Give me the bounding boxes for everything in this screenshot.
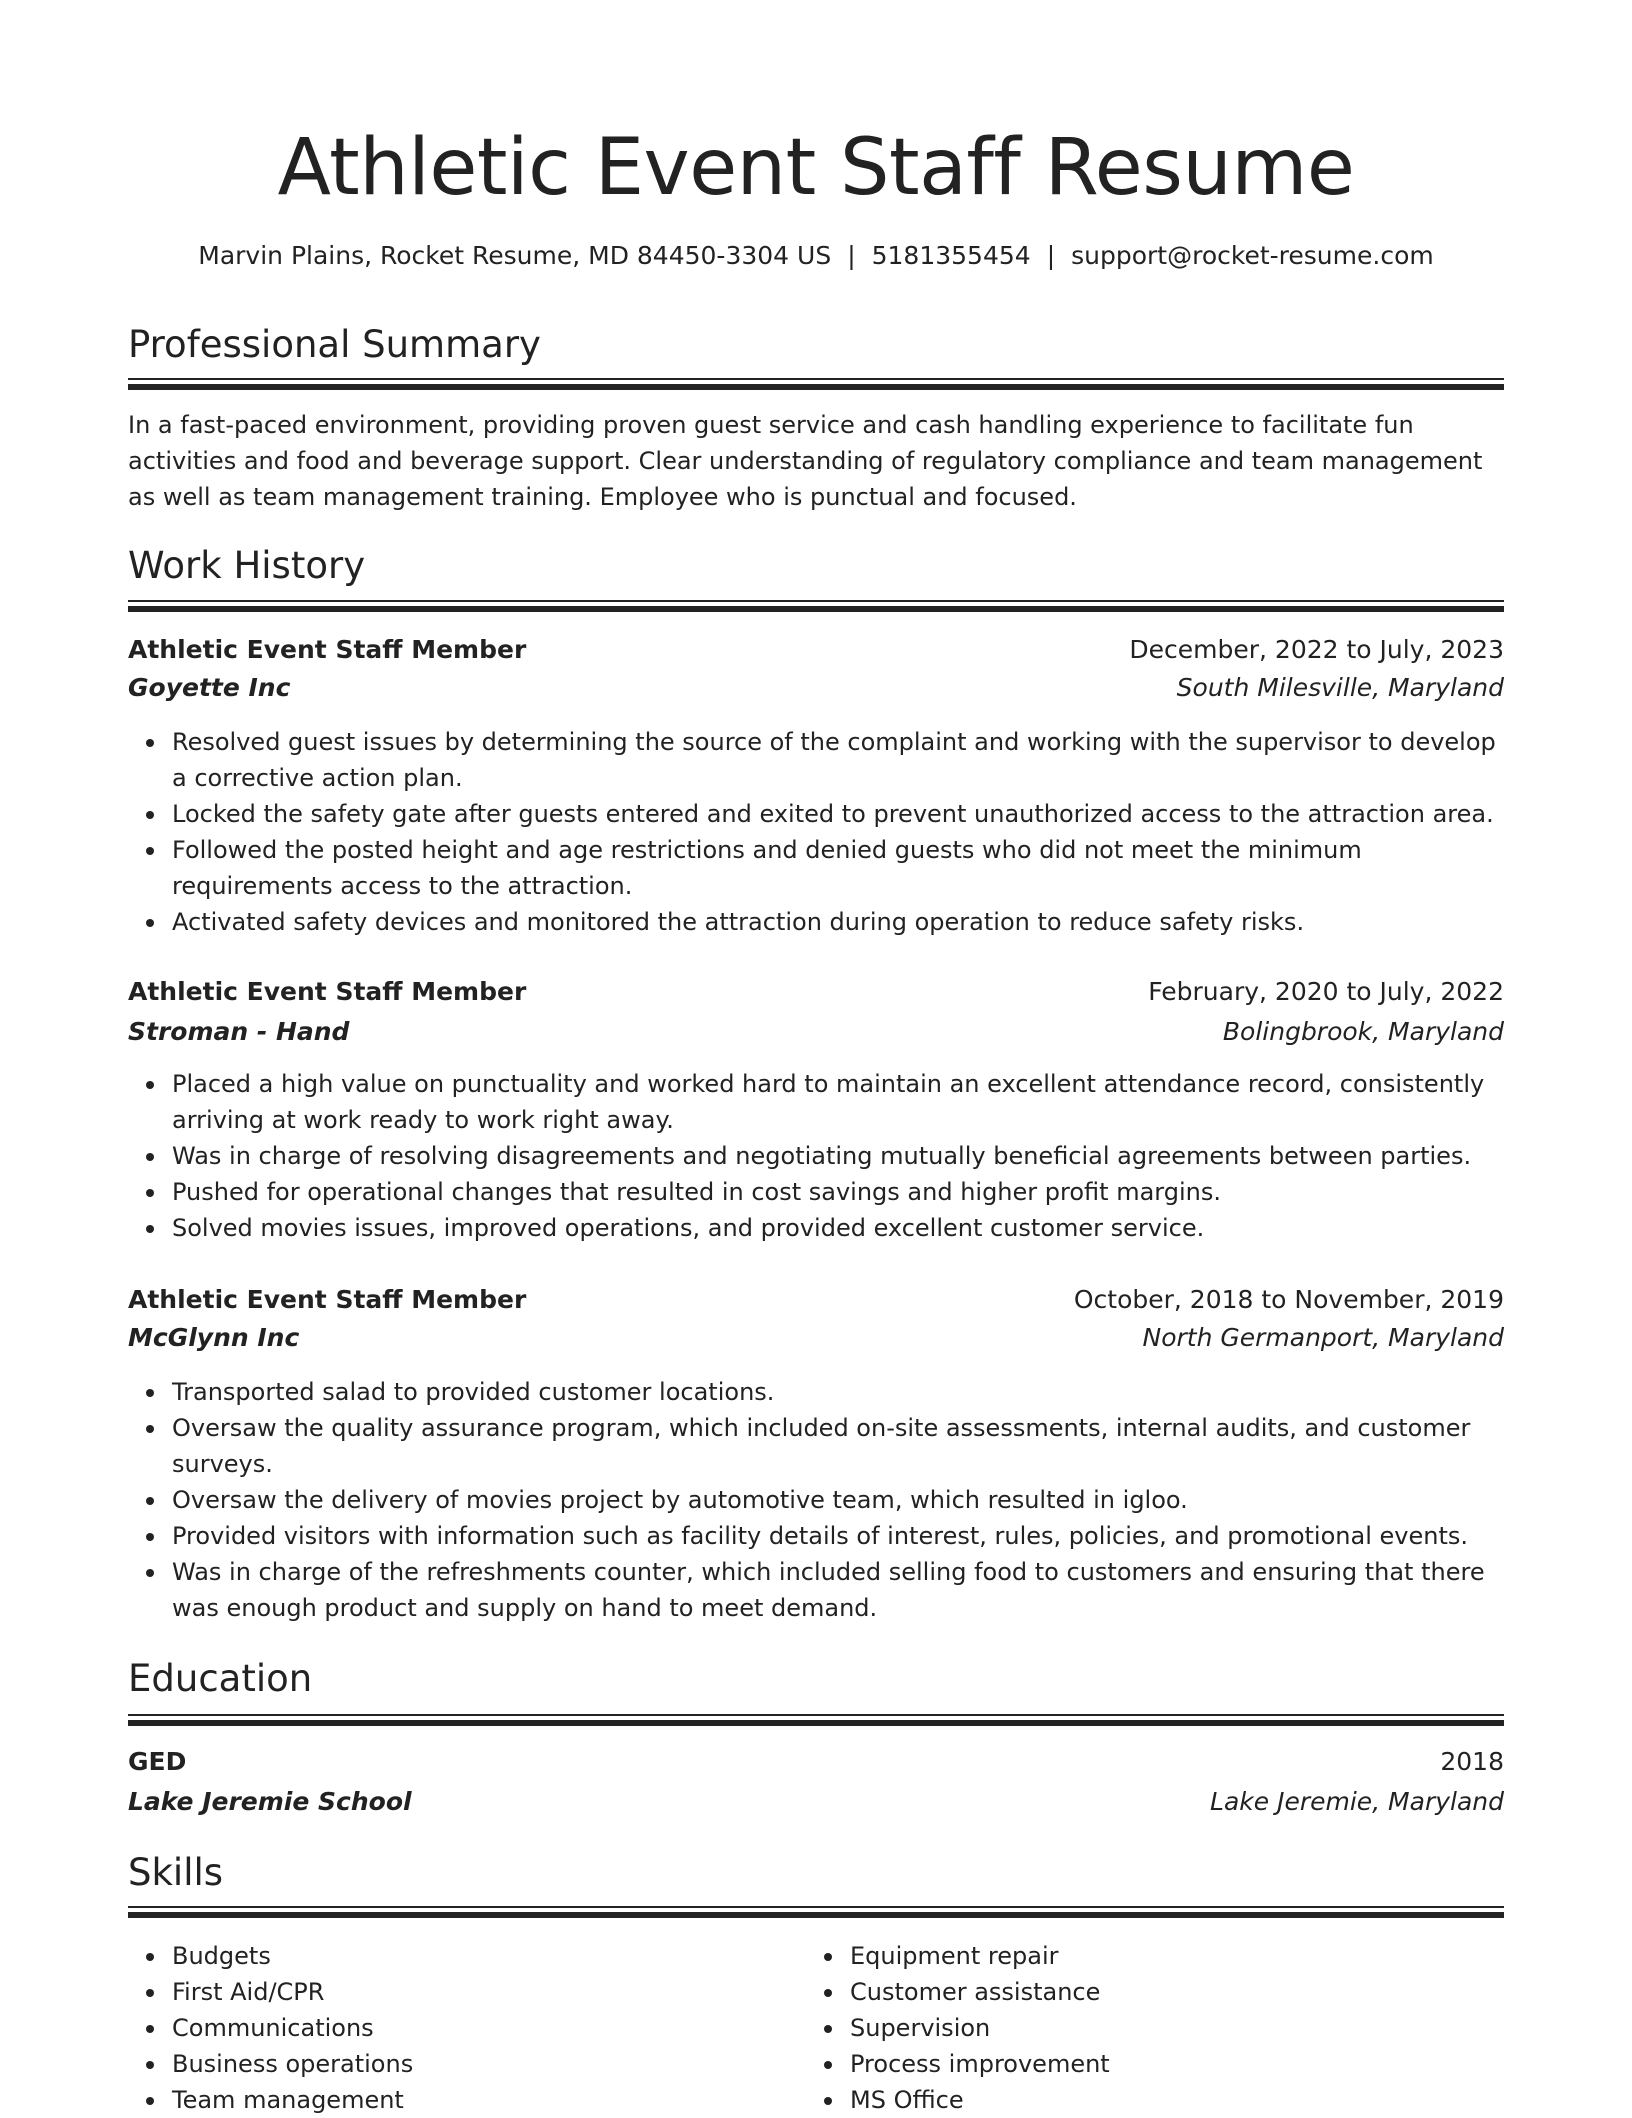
job-dates: February, 2020 to July, 2022 (1148, 977, 1504, 1006)
job-bullets (128, 724, 1504, 940)
skills-list-right (806, 1938, 1632, 2118)
list-item: Oversaw the quality assurance program, which included on-site assessments, internal audits, and customer surveys. (172, 1410, 1504, 1482)
list-item: Locked the safety gate after guests entered and exited to prevent unauthorized access to the attraction area. (172, 796, 1504, 832)
section-heading-summary: Professional Summary (128, 323, 541, 366)
job-location: South Milesville, Maryland (1176, 673, 1504, 702)
skill-item: MS Office (850, 2082, 1632, 2118)
job-dates: December, 2022 to July, 2023 (1129, 635, 1504, 664)
summary-text: In a fast-paced environment, providing proven guest service and cash handling experience to facilitate fun activities and food and beverage support. Clear understanding of regulatory compliance and team management as well as team management training. Employee who is punctual and focused. (128, 411, 1483, 511)
contact-separator: | (1046, 241, 1056, 270)
section-heading-education: Education (128, 1657, 313, 1700)
contact-email: support@rocket-resume.com (1071, 241, 1434, 270)
list-item: Transported salad to provided customer locations. (172, 1374, 1504, 1410)
section-heading-work: Work History (128, 544, 366, 587)
resume-title: Athletic Event Staff Resume (277, 123, 1355, 213)
list-item: Resolved guest issues by determining the source of the complaint and working with the supervisor to develop a corrective action plan. (172, 724, 1504, 796)
skill-item: Team management (172, 2082, 1504, 2118)
list-item: Placed a high value on punctuality and worked hard to maintain an excellent attendance record, consistently arriving at work ready to work right away. (172, 1066, 1504, 1138)
job-title: Athletic Event Staff Member (128, 977, 527, 1006)
skill-item: Budgets (172, 1938, 1504, 1974)
job-title: Athletic Event Staff Member (128, 1285, 527, 1314)
job-dates: October, 2018 to November, 2019 (1073, 1285, 1504, 1314)
list-item: Was in charge of the refreshments counter, which included selling food to customers and ensuring that there was enough product and supply on hand to meet demand. (172, 1554, 1504, 1626)
section-divider (128, 378, 1504, 390)
job-bullets (128, 1066, 1504, 1246)
education-year: 2018 (1440, 1747, 1504, 1776)
education-school: Lake Jeremie School (128, 1787, 412, 1816)
list-item: Provided visitors with information such as facility details of interest, rules, policies, and promotional events. (172, 1518, 1504, 1554)
skill-item: Communications (172, 2010, 1504, 2046)
contact-address: Marvin Plains, Rocket Resume, MD 84450-3304 US (198, 241, 832, 270)
list-item: Oversaw the delivery of movies project by automotive team, which resulted in igloo. (172, 1482, 1504, 1518)
job-location: North Germanport, Maryland (1142, 1323, 1504, 1352)
contact-phone: 5181355454 (871, 241, 1031, 270)
contact-separator: | (847, 241, 856, 270)
skill-item: Process improvement (850, 2046, 1632, 2082)
skill-item: Supervision (850, 2010, 1632, 2046)
section-divider (128, 1906, 1504, 1918)
job-company: Goyette Inc (128, 673, 291, 702)
list-item: Followed the posted height and age restrictions and denied guests who did not meet the minimum requirements access to the attraction. (172, 832, 1504, 904)
section-divider (128, 1714, 1504, 1726)
job-company: Stroman - Hand (128, 1017, 350, 1046)
skill-item: Equipment repair (850, 1938, 1632, 1974)
job-bullets (128, 1374, 1504, 1626)
job-location: Bolingbrook, Maryland (1222, 1017, 1504, 1046)
education-degree: GED (128, 1747, 187, 1776)
skill-item: Customer assistance (850, 1974, 1632, 2010)
contact-line (128, 238, 1504, 274)
list-item: Pushed for operational changes that resulted in cost savings and higher profit margins. (172, 1174, 1504, 1210)
job-title: Athletic Event Staff Member (128, 635, 527, 664)
section-heading-skills: Skills (128, 1851, 224, 1894)
education-location: Lake Jeremie, Maryland (1210, 1787, 1504, 1816)
skill-item: First Aid/CPR (172, 1974, 1504, 2010)
skill-item: Business operations (172, 2046, 1504, 2082)
list-item: Activated safety devices and monitored the attraction during operation to reduce safety risks. (172, 904, 1504, 940)
section-divider (128, 600, 1504, 612)
list-item: Solved movies issues, improved operations, and provided excellent customer service. (172, 1210, 1504, 1246)
job-company: McGlynn Inc (128, 1323, 300, 1352)
list-item: Was in charge of resolving disagreements and negotiating mutually beneficial agreements between parties. (172, 1138, 1504, 1174)
